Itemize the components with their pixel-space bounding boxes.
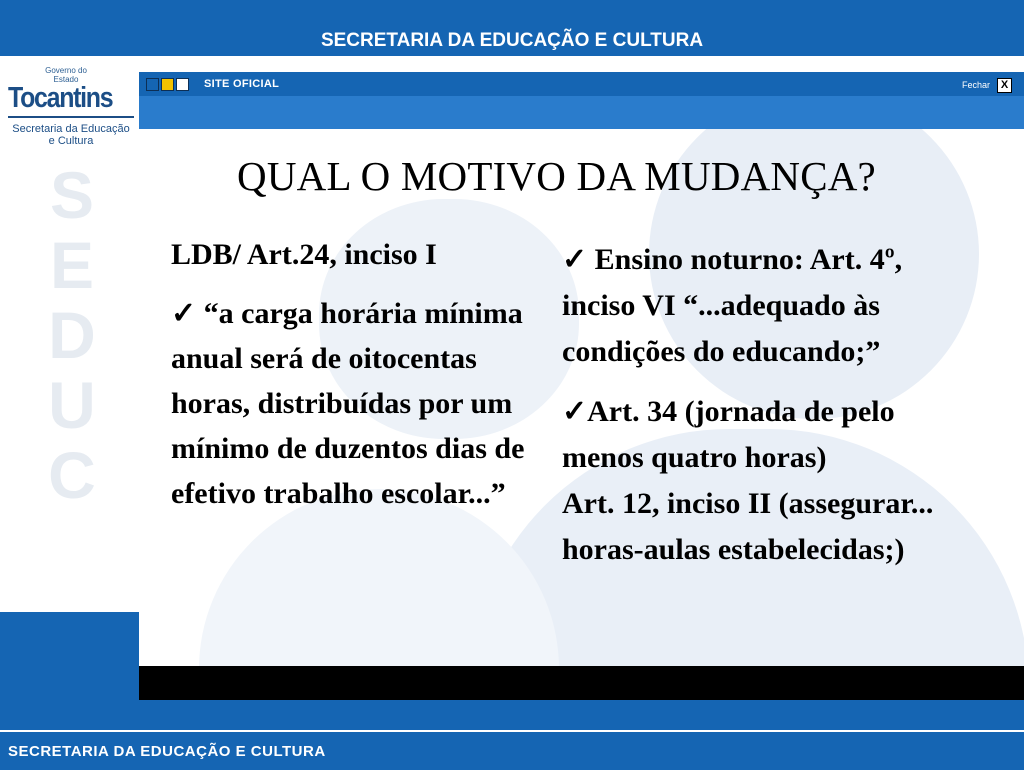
footer-banner [0,730,1024,770]
left-heading: LDB/ Art.24, inciso I [171,238,437,271]
close-label[interactable]: Fechar [961,80,990,90]
window-subbar [139,96,1024,129]
left-column [171,232,546,516]
tocantins-logo [8,66,134,147]
logo-subtitle-line2: e Cultura [48,135,94,147]
square-blue-icon [146,78,159,91]
slide-title: QUAL O MOTIVO DA MUDANÇA? [237,153,876,199]
close-button[interactable]: X [997,78,1012,93]
right-item-night-school: ✓ Ensino noturno: Art. 4º, inciso VI “...adequado às condições do educando;” [562,243,903,368]
sidebar-bottom-band [0,612,139,730]
letter-d: D [48,298,96,372]
left-quote: ✓ “a carga horária mínima anual será de oitocentas horas, distribuídas por um mínimo de duzentos dias de efetivo trabalho escolar...” [171,297,525,510]
footer-title: SECRETARIA DA EDUCAÇÃO E CULTURA [8,743,326,760]
square-yellow-icon [161,78,174,91]
letter-s: S [49,158,95,232]
bottom-blue-band [139,700,1024,730]
right-column [562,237,982,573]
logo-subtitle-line1: Secretaria da Educação [12,123,130,135]
window-color-squares [146,78,191,96]
slide-bottom-black-bar [139,666,1024,700]
window-header [139,71,1024,97]
square-white-icon [176,78,189,91]
site-official-label: SITE OFICIAL [204,78,280,90]
logo-divider [8,116,134,118]
letter-u: U [48,368,96,442]
letter-e: E [49,228,95,302]
logo-small-text: Governo do Estado [45,66,87,84]
top-banner-title: SECRETARIA DA EDUCAÇÃO E CULTURA [320,30,704,51]
letter-c: C [48,438,96,512]
top-divider [0,56,1024,59]
top-banner [0,0,1024,58]
logo-main-text: Tocantins [8,82,113,114]
right-item-art34: ✓Art. 34 (jornada de pelo menos quatro horas) [562,395,895,474]
slide-content [139,129,1024,666]
right-item-art12: Art. 12, inciso II (assegurar... horas-aulas estabelecidas;) [562,487,934,566]
seduc-watermark-letters [42,160,102,510]
